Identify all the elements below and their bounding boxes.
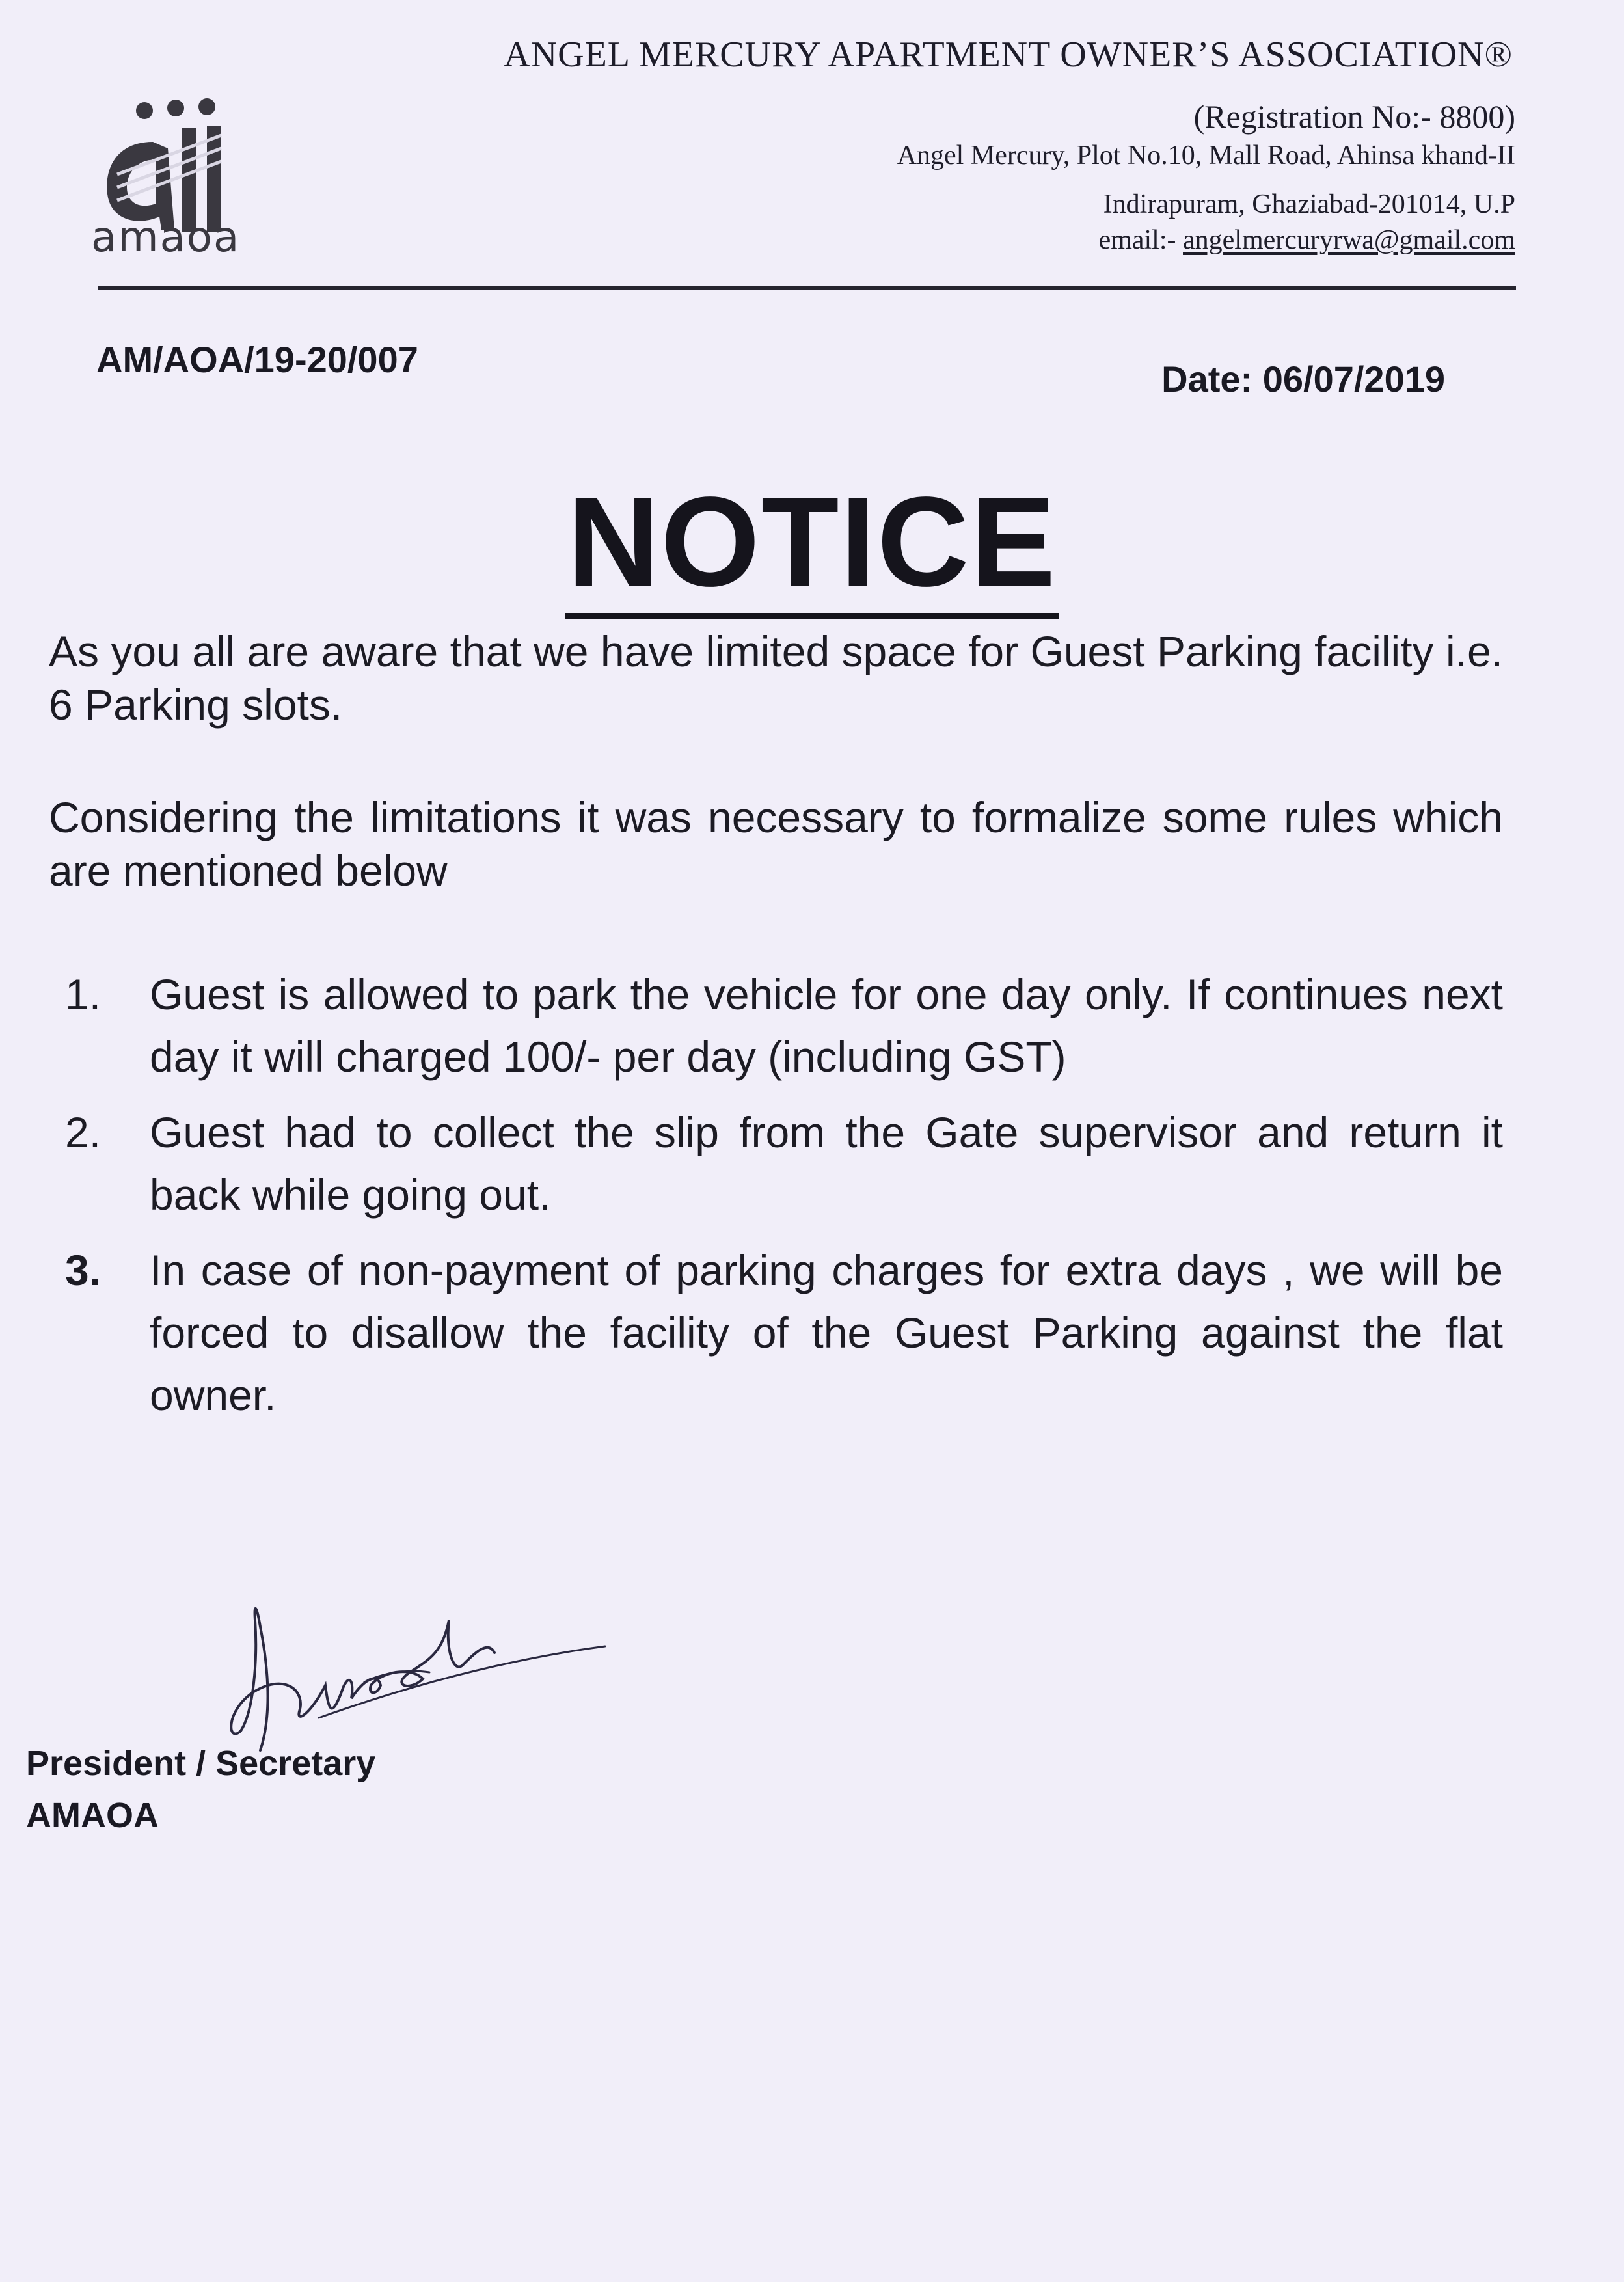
email-line — [1099, 224, 1515, 256]
address-line-2: Indirapuram, Ghaziabad-201014, U.P — [1103, 189, 1515, 219]
notice-title-text: NOTICE — [565, 470, 1059, 619]
rules-intro-paragraph: Considering the limitations it was necessary to formalize some rules which are mentioned below — [49, 793, 1503, 895]
rule-text: Guest is allowed to park the vehicle for one day only. If continues next day it will charged 100/- per day (including GST) — [150, 970, 1503, 1081]
rule-text: Guest had to collect the slip from the Gate supervisor and return it back while going out. — [150, 1108, 1503, 1219]
association-logo — [91, 96, 260, 262]
rule-number: 3. — [65, 1246, 102, 1294]
rule-item — [49, 1239, 1503, 1426]
reference-number: AM/AOA/19-20/007 — [96, 339, 418, 380]
rule-text: In case of non-payment of parking charges for extra days , we will be forced to disallow the facility of the Guest Parking against the flat owner. — [150, 1246, 1503, 1419]
notice-title — [0, 469, 1624, 615]
email-link[interactable]: angelmercuryrwa@gmail.com — [1183, 225, 1515, 255]
intro-paragraph: As you all are aware that we have limited space for Guest Parking facility i.e. 6 Parking slots. — [49, 627, 1503, 729]
rules-list — [49, 963, 1503, 1439]
logo-wordmark: amaoa — [91, 213, 241, 262]
signatory-role: President / Secretary — [26, 1744, 376, 1783]
organization-name: ANGEL MERCURY APARTMENT OWNER’S ASSOCIATION® — [504, 34, 1513, 75]
registration-number: (Registration No:- 8800) — [1193, 98, 1515, 135]
letterhead-divider — [98, 286, 1516, 290]
email-label: email:- — [1098, 225, 1184, 255]
signatory-block — [26, 1737, 375, 1841]
rule-item — [49, 963, 1503, 1088]
rule-number: 2. — [65, 1108, 102, 1156]
signatory-org: AMAOA — [26, 1796, 159, 1835]
address-line-1: Angel Mercury, Plot No.10, Mall Road, Ahinsa khand-II — [897, 141, 1515, 170]
rule-item — [49, 1101, 1503, 1226]
notice-date: Date: 06/07/2019 — [1161, 359, 1445, 400]
rule-number: 1. — [65, 970, 102, 1018]
